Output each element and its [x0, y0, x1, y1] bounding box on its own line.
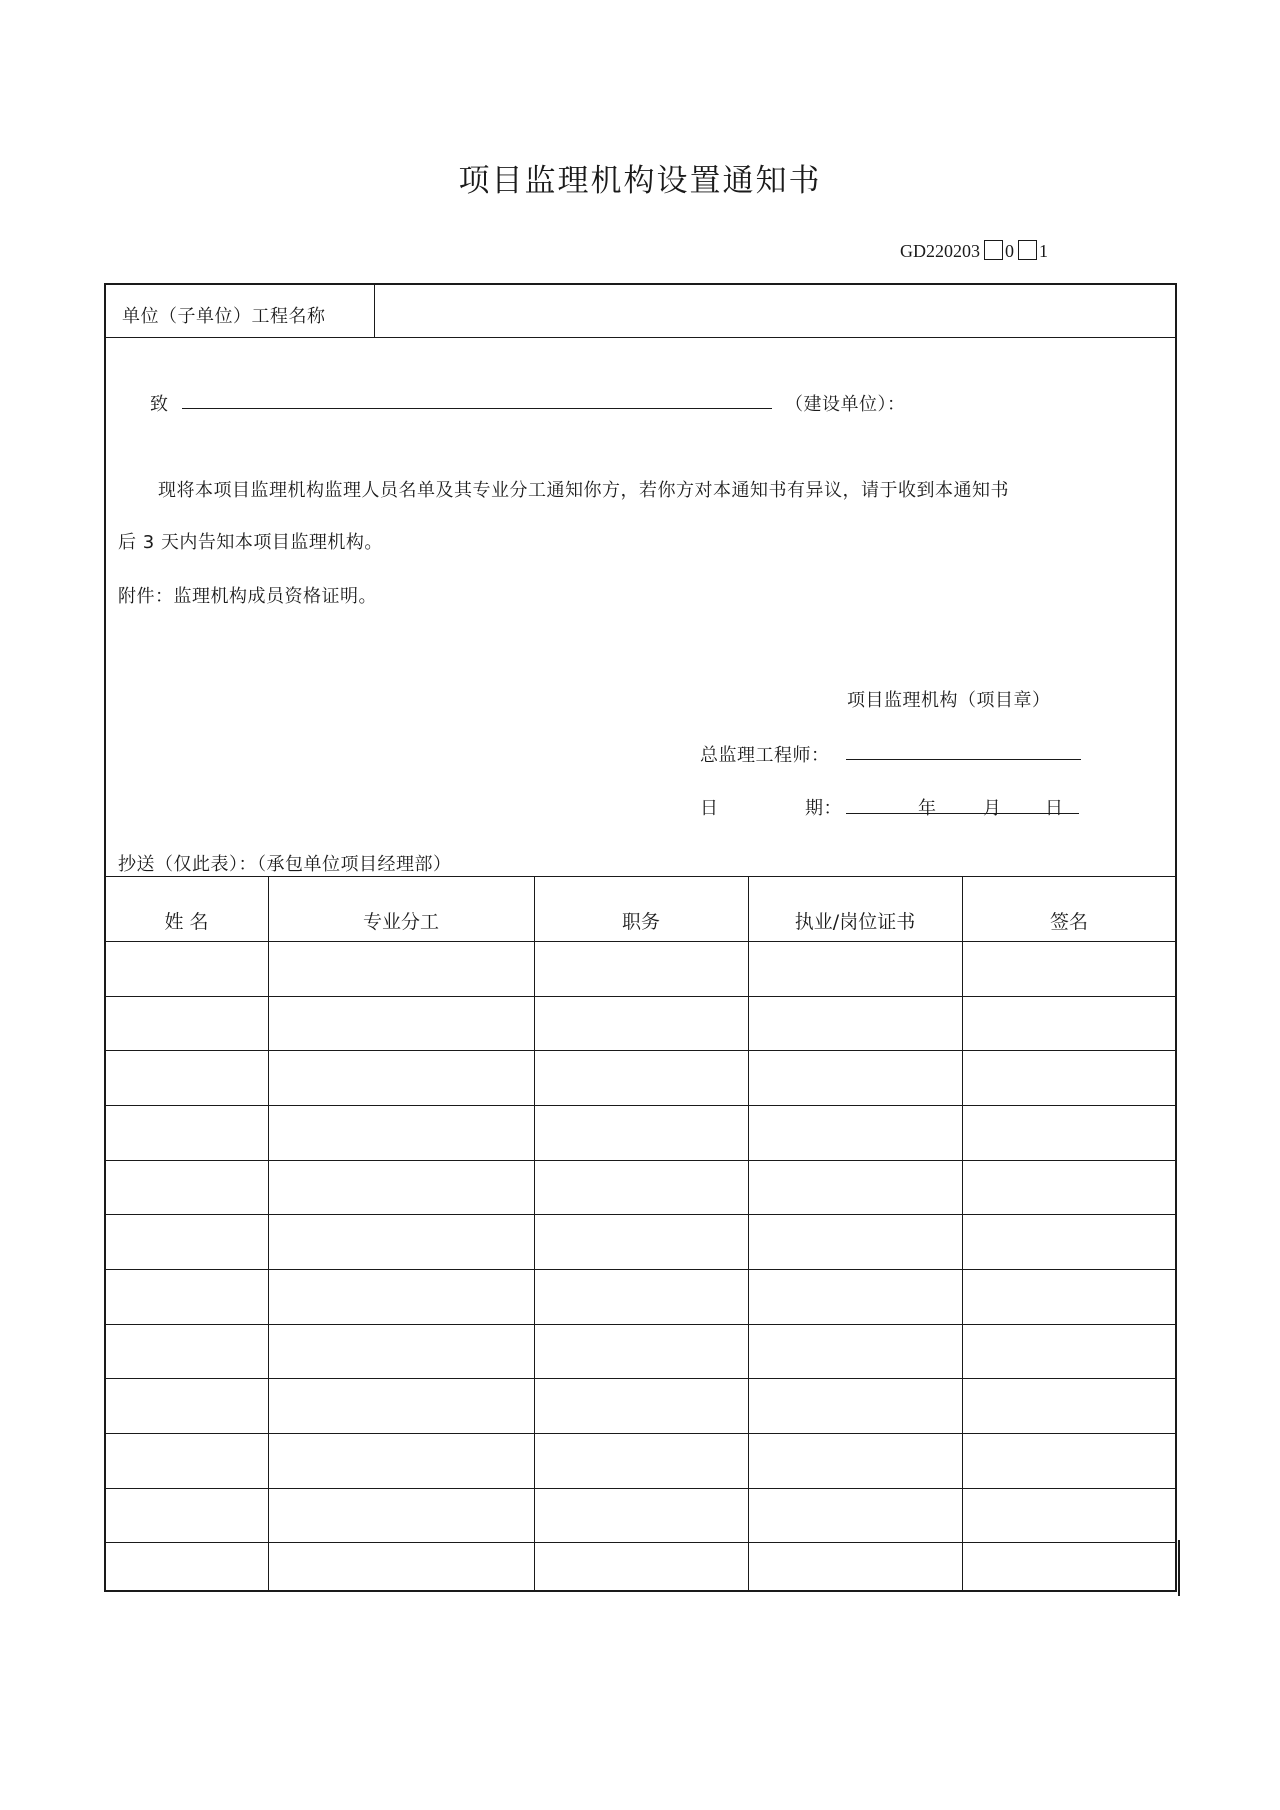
- date-label-1: 日: [700, 798, 719, 819]
- table-header-divider: [105, 941, 1176, 942]
- form-code: [900, 240, 1048, 262]
- table-top-border: [105, 876, 1176, 877]
- table-column-divider: [962, 876, 963, 1591]
- chief-engineer-signature-field[interactable]: [846, 759, 1081, 760]
- table-row-divider: [105, 1160, 1176, 1161]
- table-row-divider: [105, 1105, 1176, 1106]
- notice-body-line-2: 后 3 天内告知本项目监理机构。: [118, 532, 383, 553]
- cc-line: 抄送（仅此表）：（承包单位项目经理部）: [118, 854, 452, 875]
- checkbox-icon[interactable]: [984, 240, 1003, 260]
- table-column-divider: [748, 876, 749, 1591]
- recipient-field[interactable]: [182, 408, 772, 409]
- org-stamp-label: 项目监理机构（项目章）: [847, 690, 1051, 711]
- date-label-2: 期：: [805, 798, 842, 819]
- col-header-specialty: 专业分工: [362, 911, 439, 933]
- col-header-name: 姓 名: [164, 911, 209, 933]
- row-divider: [105, 337, 1176, 338]
- table-row-divider: [105, 1488, 1176, 1489]
- table-column-divider: [534, 876, 535, 1591]
- recipient-suffix: （建设单位）：: [785, 394, 906, 415]
- notice-body-line-1: 现将本项目监理机构监理人员名单及其专业分工通知你方，若你方对本通知书有异议，请于收到本通知书: [158, 480, 1009, 501]
- table-row-divider: [105, 1050, 1176, 1051]
- chief-engineer-label: 总监理工程师：: [700, 745, 830, 766]
- table-row-divider: [105, 1378, 1176, 1379]
- col-header-certificate: 执业/岗位证书: [794, 911, 916, 933]
- col-header-signature: 签名: [1049, 911, 1088, 933]
- table-row-divider: [105, 996, 1176, 997]
- table-row-divider: [105, 1269, 1176, 1270]
- date-month: 月: [983, 798, 1002, 819]
- date-day: 日: [1045, 798, 1064, 819]
- project-name-label: 单位（子单位）工程名称: [122, 306, 326, 327]
- table-row-divider: [105, 1324, 1176, 1325]
- project-name-divider: [374, 284, 375, 337]
- attachment-line: 附件：监理机构成员资格证明。: [118, 586, 377, 607]
- project-name-field[interactable]: [392, 302, 1162, 328]
- checkbox-icon[interactable]: [1018, 240, 1037, 260]
- document-title: 项目监理机构设置通知书: [458, 163, 822, 199]
- table-column-divider: [268, 876, 269, 1591]
- form-code-digit-1: 0: [1005, 241, 1014, 261]
- table-row-divider: [105, 1542, 1176, 1543]
- col-header-position: 职务: [621, 911, 660, 933]
- to-label: 致: [150, 394, 169, 415]
- date-year: 年: [918, 798, 937, 819]
- table-row-divider: [105, 1214, 1176, 1215]
- frame-edge-mark: [1178, 1540, 1180, 1596]
- form-code-prefix: GD220203: [900, 241, 980, 261]
- form-code-digit-2: 1: [1039, 241, 1048, 261]
- table-row-divider: [105, 1433, 1176, 1434]
